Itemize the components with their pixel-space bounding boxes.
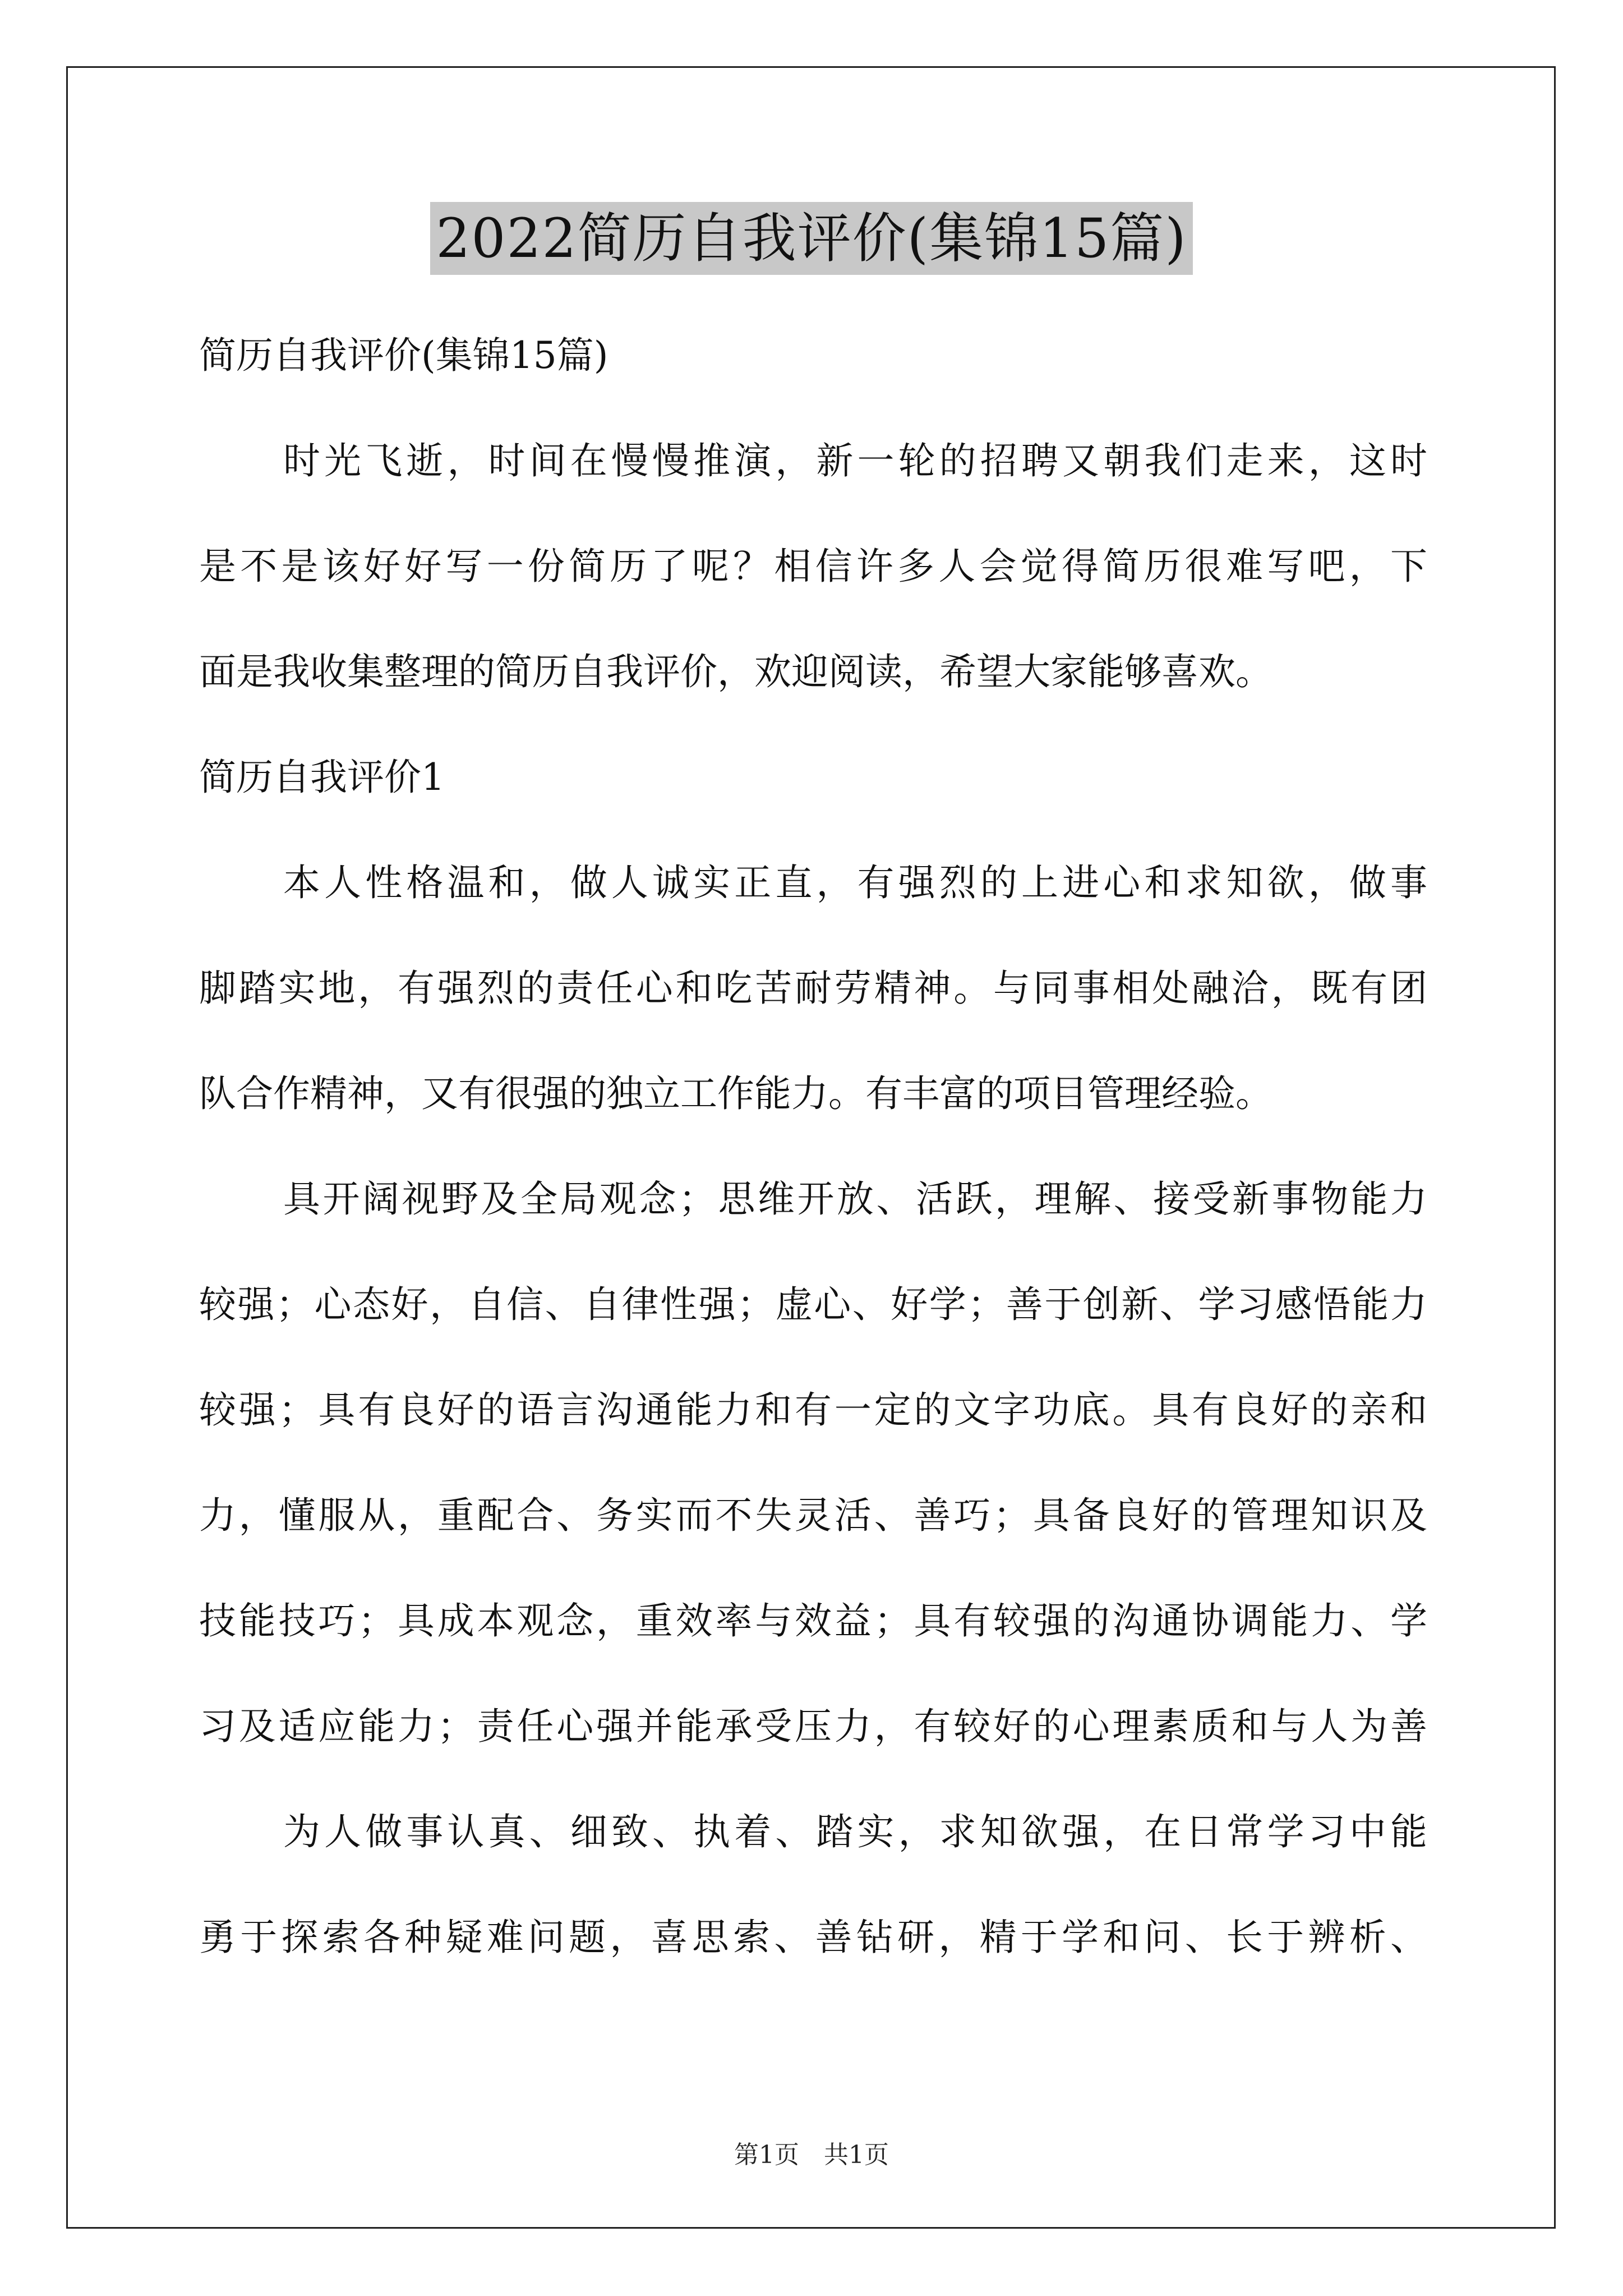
page-footer: 第1页 共1页 <box>734 2141 889 2169</box>
paragraph-line: 习及适应能力；责任心强并能承受压力，有较好的心理素质和与人为善 <box>199 1705 1427 1748</box>
paragraph-line: 具开阔视野及全局观念；思维开放、活跃，理解、接受新事物能力 <box>283 1177 1427 1221</box>
title-container <box>0 202 1623 275</box>
paragraph-line: 本人性格温和，做人诚实正直，有强烈的上进心和求知欲，做事 <box>283 861 1427 904</box>
paragraph-line: 时光飞逝，时间在慢慢推演，新一轮的招聘又朝我们走来，这时 <box>283 439 1427 482</box>
paragraph-line: 是不是该好好写一份简历了呢？相信许多人会觉得简历很难写吧，下 <box>199 545 1427 588</box>
paragraph-line: 面是我收集整理的简历自我评价，欢迎阅读，希望大家能够喜欢。 <box>199 650 1272 693</box>
section-heading: 简历自我评价1 <box>199 756 445 799</box>
document-body <box>199 303 1427 1990</box>
document-title: 2022简历自我评价(集锦15篇) <box>430 202 1192 275</box>
paragraph-line: 队合作精神，又有很强的独立工作能力。有丰富的项目管理经验。 <box>199 1072 1272 1115</box>
subtitle-line: 简历自我评价(集锦15篇) <box>199 334 608 377</box>
paragraph-line: 较强；具有良好的语言沟通能力和有一定的文字功底。具有良好的亲和 <box>199 1388 1427 1432</box>
paragraph-line: 技能技巧；具成本观念，重效率与效益；具有较强的沟通协调能力、学 <box>199 1599 1427 1642</box>
paragraph-line: 勇于探索各种疑难问题，喜思索、善钻研，精于学和问、长于辨析、 <box>199 1916 1427 1959</box>
paragraph-line: 较强；心态好，自信、自律性强；虚心、好学；善于创新、学习感悟能力 <box>199 1283 1427 1326</box>
paragraph-line: 为人做事认真、细致、执着、踏实，求知欲强，在日常学习中能 <box>283 1810 1427 1853</box>
paragraph-line: 力，懂服从，重配合、务实而不失灵活、善巧；具备良好的管理知识及 <box>199 1494 1427 1537</box>
paragraph-line: 脚踏实地，有强烈的责任心和吃苦耐劳精神。与同事相处融洽，既有团 <box>199 967 1427 1010</box>
